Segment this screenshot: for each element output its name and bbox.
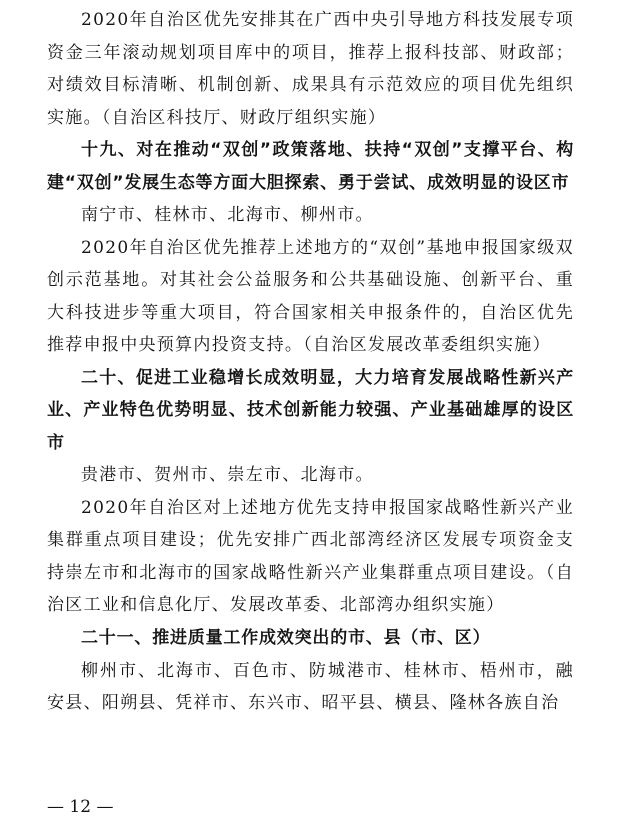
paragraph-cities-20: 贵港市、贺州市、崇左市、北海市。 [81,465,374,486]
heading-20-industry-cities: 二十、促进工业稳增长成效明显，大力培育发展战略性新兴产业、产业特色优势明显、技术创新能力较强、产业基础雄厚的设区市 [47,367,574,453]
paragraph-innovation-support: 2020年自治区优先推荐上述地方的“双创”基地申报国家级双创示范基地。对其社会公益服务和公共基础设施、创新平台、重大科技进步等重大项目，符合国家相关申报条件的，自治区优先推荐申报中央预算内投资支持。（自治区发展改革委组织实施） [47,237,574,356]
paragraph-industry-support: 2020年自治区对上述地方优先支持申报国家战略性新兴产业集群重点项目建设；优先安排广西北部湾经济区发展专项资金支持崇左市和北海市的国家战略性新兴产业集群重点项目建设。（自治区工业和信息化厅、发展改革委、北部湾办组织实施） [47,497,574,616]
document-page [47,4,574,720]
heading-21-quality-work: 二十一、推进质量工作成效突出的市、县（市、区） [81,627,491,648]
page-number: — 12 — [47,797,114,817]
paragraph-cities-21: 柳州市、北海市、百色市、防城港市、桂林市、梧州市，融安县、阳朔县、凭祥市、东兴市、昭平县、横县、隆林各族自治 [47,660,574,714]
paragraph-cities-19: 南宁市、桂林市、北海市、柳州市。 [81,205,374,226]
paragraph-science-fund: 2020年自治区优先安排其在广西中央引导地方科技发展专项资金三年滚动规划项目库中的项目，推荐上报科技部、财政部；对绩效目标清晰、机制创新、成果具有示范效应的项目优先组织实施。（自治区科技厅、财政厅组织实施） [47,10,574,128]
heading-19-innovation-cities: 十九、对在推动“双创”政策落地、扶持“双创”支撑平台、构建“双创”发展生态等方面大胆探索、勇于尝试、成效明显的设区市 [47,140,574,193]
